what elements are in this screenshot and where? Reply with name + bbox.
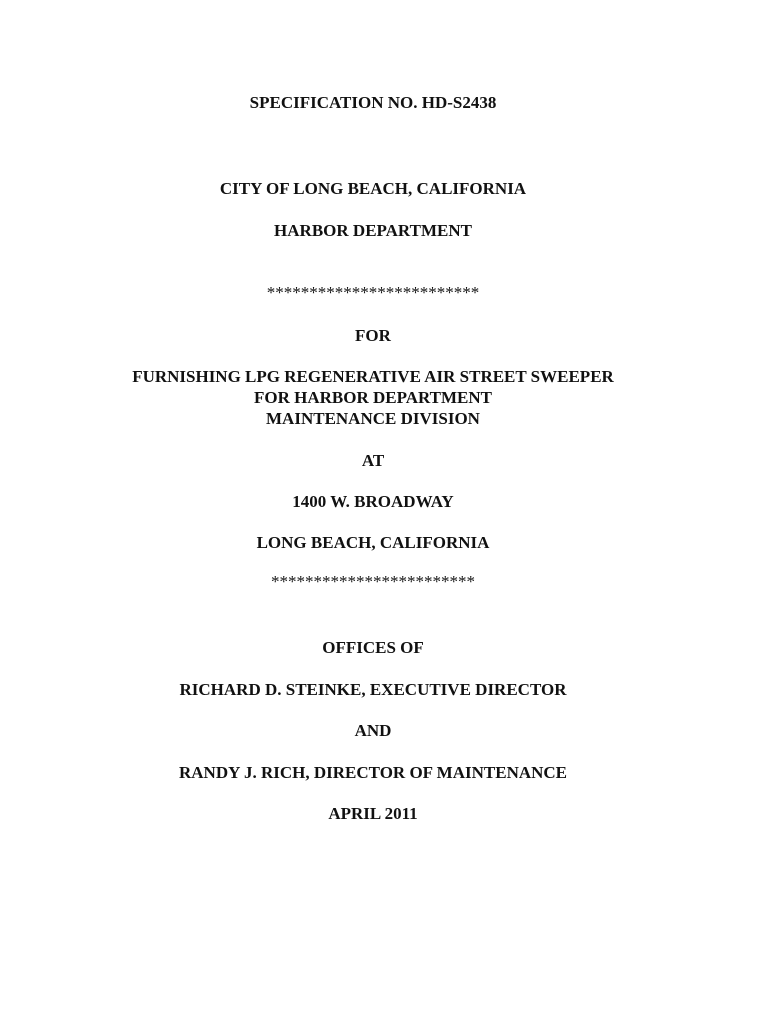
for-label: FOR — [355, 326, 391, 345]
address-street: 1400 W. BROADWAY — [292, 492, 454, 511]
title-line-3: MAINTENANCE DIVISION — [266, 409, 480, 428]
department-heading: HARBOR DEPARTMENT — [274, 221, 472, 240]
address-city: LONG BEACH, CALIFORNIA — [256, 533, 490, 552]
separator-top: ************************* — [266, 283, 480, 302]
title-line-1: FURNISHING LPG REGENERATIVE AIR STREET SWEEPER — [132, 367, 614, 386]
document-date: APRIL 2011 — [328, 804, 418, 823]
title-line-2: FOR HARBOR DEPARTMENT — [253, 388, 493, 407]
and-label: AND — [354, 721, 392, 740]
maintenance-director: RANDY J. RICH, DIRECTOR OF MAINTENANCE — [178, 763, 568, 782]
specification-number: SPECIFICATION NO. HD-S2438 — [249, 93, 497, 112]
city-heading: CITY OF LONG BEACH, CALIFORNIA — [219, 179, 527, 198]
at-label: AT — [361, 451, 385, 470]
separator-bottom: ************************ — [271, 572, 475, 591]
offices-of-label: OFFICES OF — [322, 638, 424, 657]
executive-director: RICHARD D. STEINKE, EXECUTIVE DIRECTOR — [179, 680, 567, 699]
